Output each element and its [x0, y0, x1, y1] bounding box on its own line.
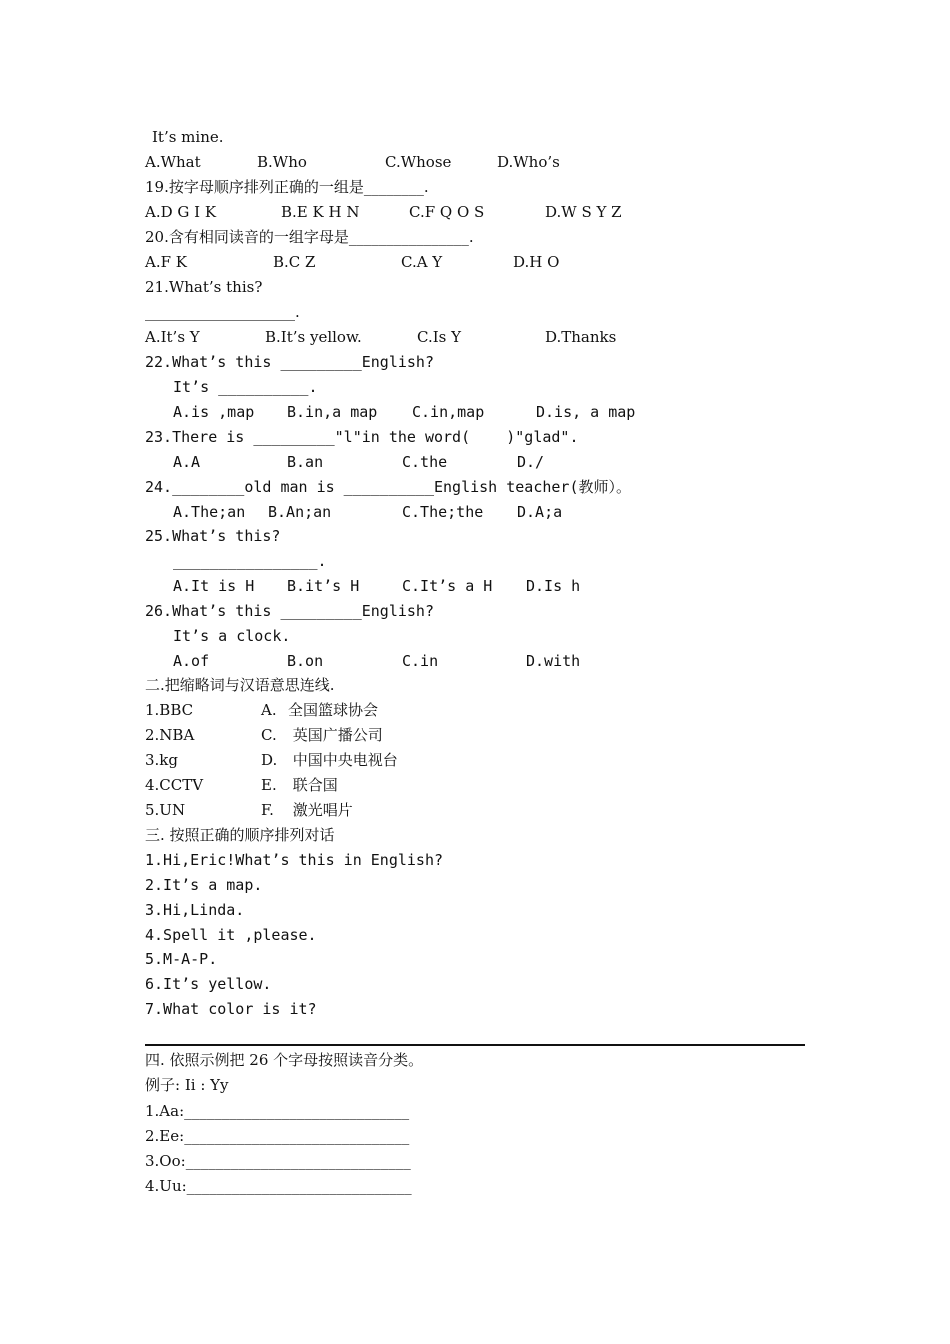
- meaning: 中国中央电视台: [288, 751, 398, 769]
- option-c: C.The;the: [402, 503, 484, 521]
- option-c: C.It’s a H: [402, 577, 493, 595]
- classify-blank: 4.Uu:______________________________: [145, 1177, 412, 1195]
- q21-stem: 21.What’s this?: [145, 278, 263, 296]
- option-d: D.W S Y Z: [545, 203, 622, 221]
- match-letter: F.: [261, 801, 274, 819]
- option-c: C.A Y: [401, 253, 443, 271]
- q19-stem: 19.按字母顺序排列正确的一组是________.: [145, 178, 429, 196]
- abbreviation: 3.kg: [145, 751, 179, 769]
- option-b: B.An;an: [268, 503, 332, 521]
- meaning: 英国广播公司: [288, 726, 383, 744]
- classify-blank: 1.Aa:______________________________: [145, 1102, 410, 1120]
- option-b: B.on: [287, 652, 324, 670]
- option-a: A.What: [145, 153, 201, 171]
- option-d: D.Thanks: [545, 328, 617, 346]
- option-d: D.with: [526, 652, 581, 670]
- option-a: A.It is H: [173, 577, 255, 595]
- match-letter: A.: [261, 701, 277, 719]
- option-d: D./: [517, 453, 545, 471]
- section-title: 二.把缩略词与汉语意思连线.: [145, 676, 335, 694]
- q21-answer-blank: ____________________.: [145, 303, 300, 321]
- abbreviation: 5.UN: [145, 801, 186, 819]
- meaning: 激光唱片: [288, 801, 353, 819]
- dialogue-text: 7.What color is it?: [145, 1000, 317, 1018]
- meaning: 联合国: [288, 776, 338, 794]
- classify-blank: 2.Ee:______________________________: [145, 1127, 410, 1145]
- option-c: C.in,map: [412, 403, 485, 421]
- q22-answer: It’s __________.: [173, 378, 318, 396]
- q22-stem: 22.What’s this _________English?: [145, 353, 434, 371]
- option-b: B.C Z: [273, 253, 316, 271]
- option-d: D.is, a map: [536, 403, 636, 421]
- example-text: 例子: Ii : Yy: [145, 1076, 229, 1094]
- section-title: 四. 依照示例把 26 个字母按照读音分类。: [145, 1051, 424, 1069]
- dialogue-text: 1.Hi,Eric!What’s this in English?: [145, 851, 444, 869]
- option-b: B.it’s H: [287, 577, 360, 595]
- dialogue-text: 6.It’s yellow.: [145, 975, 272, 993]
- match-letter: D.: [261, 751, 278, 769]
- option-c: C.F Q O S: [409, 203, 485, 221]
- option-a: A.The;an: [173, 503, 246, 521]
- option-c: C.the: [402, 453, 448, 471]
- match-letter: C.: [261, 726, 277, 744]
- dialogue-text: 4.Spell it ,please.: [145, 926, 317, 944]
- section-divider: [145, 1044, 805, 1046]
- option-d: D.Who’s: [497, 153, 560, 171]
- option-d: D.H O: [513, 253, 560, 271]
- option-d: D.Is h: [526, 577, 581, 595]
- option-d: D.A;a: [517, 503, 563, 521]
- q23-stem: 23.There is _________"l"in the word( )"glad".: [145, 428, 579, 446]
- option-c: C.Is Y: [417, 328, 462, 346]
- option-c: C.Whose: [385, 153, 452, 171]
- abbreviation: 4.CCTV: [145, 776, 204, 794]
- option-b: B.an: [287, 453, 324, 471]
- q18-answer: It’s mine.: [152, 128, 224, 146]
- option-c: C.in: [402, 652, 439, 670]
- abbreviation: 1.BBC: [145, 701, 194, 719]
- classify-blank: 3.Oo:______________________________: [145, 1152, 411, 1170]
- q26-stem: 26.What’s this _________English?: [145, 602, 434, 620]
- match-letter: E.: [261, 776, 277, 794]
- q25-stem: 25.What’s this?: [145, 527, 281, 545]
- meaning: 全国篮球协会: [288, 701, 379, 719]
- q24-stem: 24.________old man is __________English teacher(教师）。: [145, 478, 631, 496]
- q26-answer: It’s a clock.: [173, 627, 291, 645]
- option-a: A.of: [173, 652, 210, 670]
- option-a: A.It’s Y: [145, 328, 200, 346]
- q20-stem: 20.含有相同读音的一组字母是________________.: [145, 228, 474, 246]
- option-a: A.A: [173, 453, 201, 471]
- abbreviation: 2.NBA: [145, 726, 195, 744]
- dialogue-text: 5.M-A-P.: [145, 950, 218, 968]
- option-a: A.is ,map: [173, 403, 255, 421]
- option-b: B.E K H N: [281, 203, 360, 221]
- section-title: 三. 按照正确的顺序排列对话: [145, 826, 335, 844]
- option-b: B.Who: [257, 153, 307, 171]
- option-a: A.F K: [145, 253, 187, 271]
- option-b: B.in,a map: [287, 403, 378, 421]
- option-b: B.It’s yellow.: [265, 328, 362, 346]
- dialogue-text: 3.Hi,Linda.: [145, 901, 245, 919]
- dialogue-text: 2.It’s a map.: [145, 876, 263, 894]
- option-a: A.D G I K: [145, 203, 217, 221]
- q25-answer-blank: ________________.: [173, 552, 327, 570]
